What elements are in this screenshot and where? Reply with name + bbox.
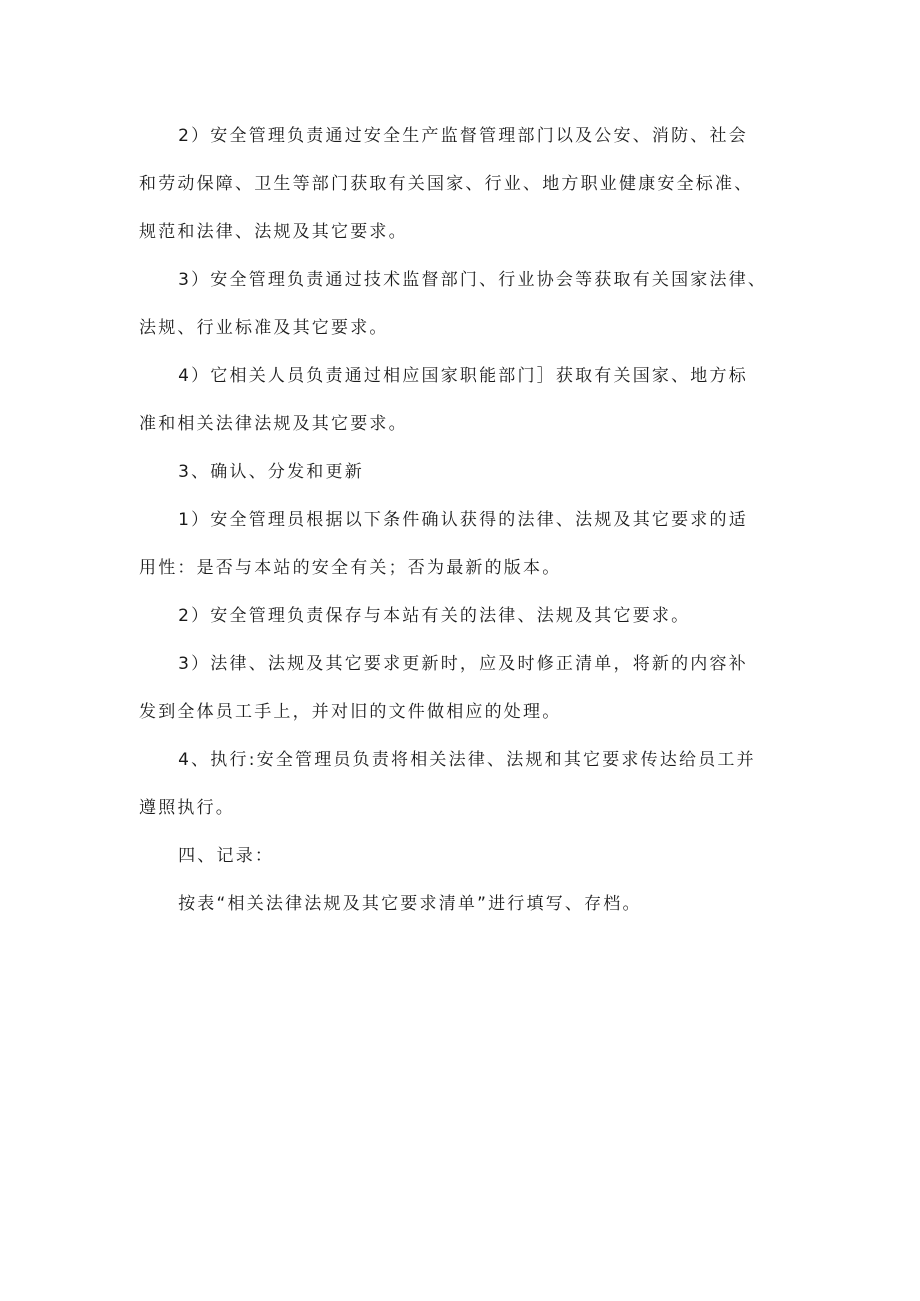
document-body	[139, 112, 789, 928]
section-heading-confirm-distribute-update	[139, 448, 789, 496]
paragraph-item-3-2	[139, 592, 789, 640]
paragraph-item-2-3	[139, 256, 789, 352]
paragraph-item-2-2	[139, 112, 789, 256]
paragraph-item-2-4	[139, 352, 789, 448]
section-heading-execution	[139, 736, 789, 832]
paragraph-line: 3）法律、法规及其它要求更新时，应及时修正清单，将新的内容补	[178, 654, 748, 674]
paragraph-line: 2）安全管理负责保存与本站有关的法律、法规及其它要求。	[178, 606, 691, 626]
paragraph-line: 4、执行:安全管理员负责将相关法律、法规和其它要求传达给员工并	[178, 750, 756, 770]
paragraph-line: 1）安全管理员根据以下条件确认获得的法律、法规及其它要求的适	[178, 510, 748, 530]
section-heading-records	[139, 832, 789, 880]
paragraph-line: 4）它相关人员负责通过相应国家职能部门］获取有关国家、地方标	[178, 366, 748, 386]
paragraph-item-3-3	[139, 640, 789, 736]
paragraph-line: 遵照执行。	[139, 798, 235, 818]
paragraph-line: 按表“相关法律法规及其它要求清单”进行填写、存档。	[178, 894, 642, 914]
heading-line: 四、记录：	[178, 846, 275, 866]
paragraph-records-instruction	[139, 880, 789, 928]
paragraph-line: 发到全体员工手上，并对旧的文件做相应的处理。	[139, 702, 562, 722]
paragraph-line: 规范和法律、法规及其它要求。	[139, 222, 408, 242]
paragraph-line: 和劳动保障、卫生等部门获取有关国家、行业、地方职业健康安全标准、	[139, 174, 754, 194]
paragraph-line: 准和相关法律法规及其它要求。	[139, 414, 408, 434]
paragraph-line: 2）安全管理负责通过安全生产监督管理部门以及公安、消防、社会	[178, 126, 748, 146]
paragraph-line: 3）安全管理负责通过技术监督部门、行业协会等获取有关国家法律、	[178, 270, 768, 290]
paragraph-line: 用性：是否与本站的安全有关；否为最新的版本。	[139, 558, 562, 578]
heading-line: 3、确认、分发和更新	[178, 462, 364, 482]
paragraph-item-3-1	[139, 496, 789, 592]
paragraph-line: 法规、行业标准及其它要求。	[139, 318, 389, 338]
